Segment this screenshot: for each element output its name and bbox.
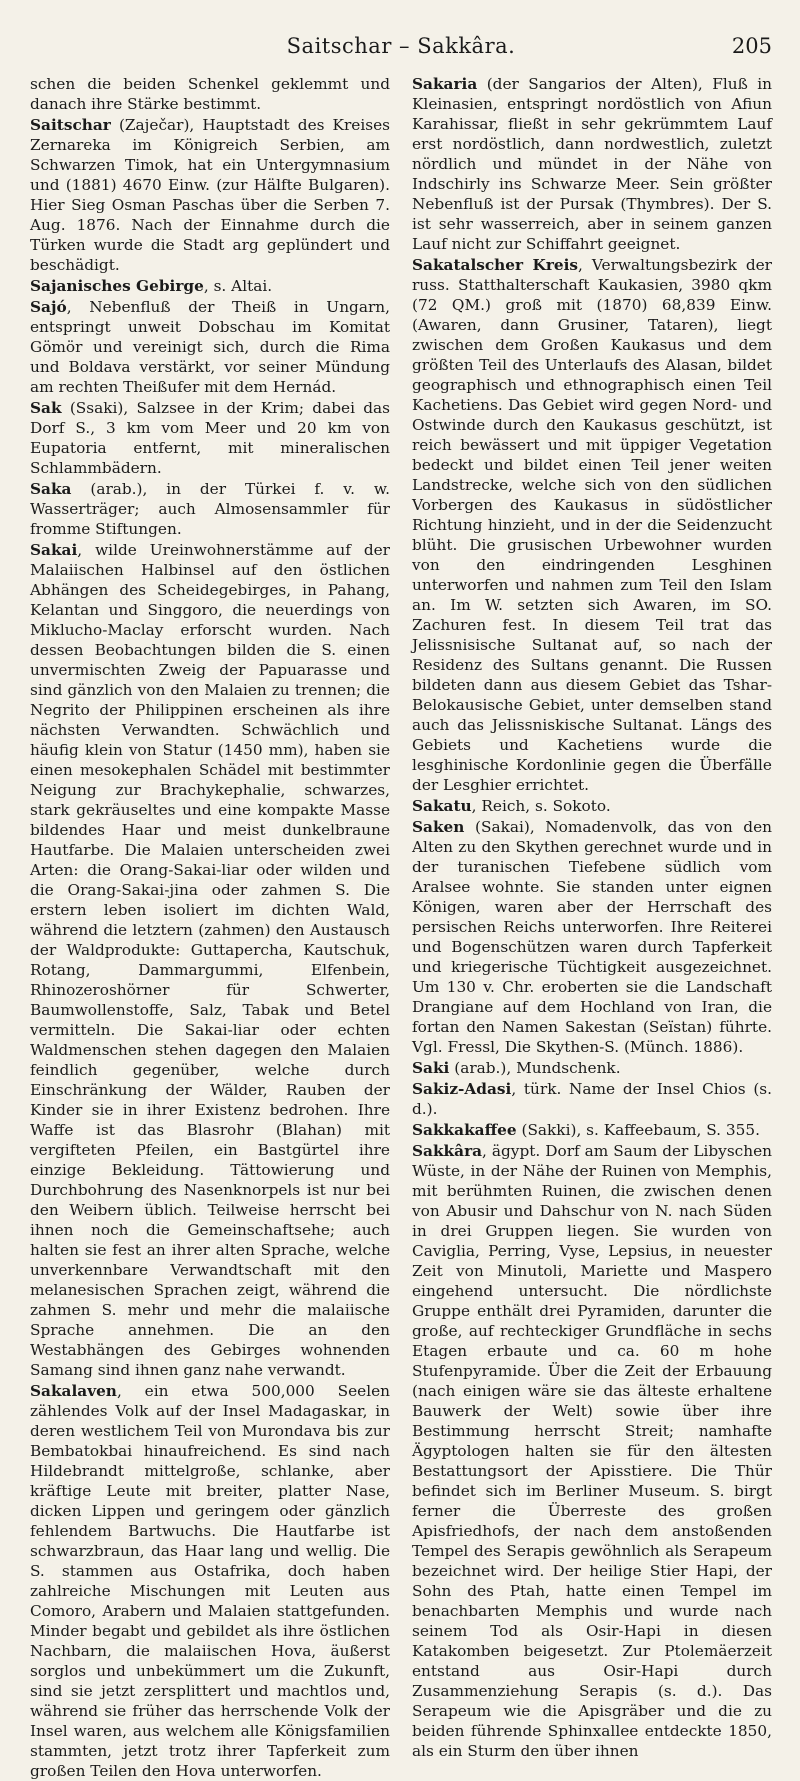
entry-text: (Ssaki), Salzsee in der Krim; dabei das Dorf S., 3 km vom Meer und 20 km von Eupatoria entfernt, mit mineralischen Schlammbädern. xyxy=(30,399,390,477)
dictionary-entry xyxy=(30,1381,390,1781)
entry-text: , Verwaltungsbezirk der russ. Statthalterschaft Kaukasien, 3980 qkm (72 QM.) groß mit (1870) 68,839 Einw. (Awaren, dann Grusiner, Tataren), liegt zwischen dem Großen Kaukasus und dem größten Teil des Unterlaufs des Alasan, bildet geographisch und ethnographisch einen Teil Kachetiens. Das Gebiet wird gegen Nord- und Ostwinde durch den Kaukasus geschützt, ist reich bewässert und mit üppiger Vegetation bedeckt und bildet einen Teil jener weiten Landstrecke, welche sich von den südlichen Vorbergen des Kaukasus in südöstlicher Richtung hinzieht, und in der die Seidenzucht blüht. Die grusischen Urbewohner wurden von den eindringenden Lesghinen unterworfen und nahmen zum Teil den Islam an. Im W. setzten sich Awaren, im SO. Zachuren fest. In diesem Teil trat das Jelissnisische Sultanat auf, so nach der Residenz des Sultans genannt. Die Russen bildeten dann aus diesem Gebiet das Tshar-Belokausische Gebiet, unter demselben stand auch das Jelissniskische Sultanat. Längs des Gebiets und Kachetiens wurde die lesghinische Kordonlinie gegen die Überfälle der Lesghier errichtet. xyxy=(412,256,772,794)
running-title: Saitschar – Sakkâra. xyxy=(286,34,516,58)
entry-text: schen die beiden Schenkel geklemmt und danach ihre Stärke bestimmt. xyxy=(30,75,390,113)
entry-headword: Sakaria xyxy=(412,75,478,93)
entry-headword: Sakiz-Adasi xyxy=(412,1080,512,1098)
entry-headword: Sakai xyxy=(30,541,78,559)
entry-text: (Sakai), Nomadenvolk, das von den Alten zu den Skythen gerechnet wurde und in der turanischen Tiefebene südlich vom Aralsee wohnte. Sie standen unter eignen Königen, waren aber der Herrschaft des persischen Reichs unterworfen. Ihre Reiterei und Bogenschützen waren durch Tapferkeit und kriegerische Tüchtigkeit ausgezeichnet. Um 130 v. Chr. eroberten sie die Landschaft Drangiane auf dem Hochland von Iran, die fortan den Namen Sakestan (Seïstan) führte. Vgl. Fressl, Die Skythen-S. (Münch. 1886). xyxy=(412,818,772,1056)
running-head xyxy=(30,34,772,64)
dictionary-entry xyxy=(30,479,390,539)
entry-text: , ein etwa 500,000 Seelen zählendes Volk auf der Insel Madagaskar, in deren westlichem Teil von Murondava bis zur Bembatokbai hinaufreichend. Es sind nach Hildebrandt mittelgroße, schlanke, aber kräftige Leute mit breiter, platter Nase, dicken Lippen und geringem oder gänzlich fehlendem Bartwuchs. Die Hautfarbe ist schwarzbraun, das Haar lang und wellig. Die S. stammen aus Ostafrika, doch haben zahlreiche Mischungen mit Leuten aus Comoro, Arabern und Malaien stattgefunden. Minder begabt und gebildet als ihre östlichen Nachbarn, die malaiischen Hova, äußerst sorglos und unbekümmert um die Zukunft, sind sie jetzt zersplittert und machtlos und, während sie früher das herrschende Volk der Insel waren, aus welchem alle Königsfamilien stammten, jetzt trotz ihrer Tapferkeit zum großen Teilen den Hova unterworfen. xyxy=(30,1382,390,1780)
dictionary-entry xyxy=(30,297,390,397)
dictionary-entry xyxy=(412,74,772,254)
entry-headword: Sak xyxy=(30,399,62,417)
entry-headword: Sakalaven xyxy=(30,1382,117,1400)
dictionary-entry xyxy=(412,1141,772,1761)
right-column xyxy=(412,74,772,1760)
text-columns xyxy=(30,74,772,1780)
left-column xyxy=(30,74,390,1780)
entry-text: (Zaječar), Hauptstadt des Kreises Zernareka im Königreich Serbien, am Schwarzen Timok, hat ein Untergymnasium und (1881) 4670 Einw. (zur Hälfte Bulgaren). Hier Sieg Osman Paschas über die Serben 7. Aug. 1876. Nach der Einnahme durch die Türken wurde die Stadt arg geplündert und beschädigt. xyxy=(30,116,390,274)
entry-text: , türk. Name der Insel Chios (s. d.). xyxy=(412,1080,772,1118)
dictionary-entry xyxy=(412,817,772,1057)
entry-headword: Sajó xyxy=(30,298,67,316)
entry-headword: Saka xyxy=(30,480,72,498)
entry-headword: Saitschar xyxy=(30,116,111,134)
dictionary-entry xyxy=(412,1079,772,1119)
dictionary-entry xyxy=(30,74,390,114)
entry-text: , Nebenfluß der Theiß in Ungarn, entspringt unweit Dobschau im Komitat Gömör und vereinigt sich, durch die Rima und Boldava verstärkt, vor seiner Mündung am rechten Theißufer mit dem Hernád. xyxy=(30,298,390,396)
entry-text: (der Sangarios der Alten), Fluß in Kleinasien, entspringt nordöstlich von Afiun Karahissar, fließt in sehr gekrümmtem Lauf erst nordöstlich, dann nordwestlich, zuletzt nördlich und mündet in der Nähe von Indschirly ins Schwarze Meer. Sein größter Nebenfluß ist der Pursak (Thymbres). Der S. ist sehr wasserreich, aber in seinem ganzen Lauf nicht zur Schiffahrt geeignet. xyxy=(412,75,772,253)
entry-headword: Saken xyxy=(412,818,465,836)
entry-text: (arab.), in der Türkei f. v. w. Wasserträger; auch Almosensammler für fromme Stiftungen. xyxy=(30,480,390,538)
entry-text: , s. Altai. xyxy=(203,277,273,295)
dictionary-entry xyxy=(412,1120,772,1140)
page-number: 205 xyxy=(731,34,772,58)
entry-headword: Saki xyxy=(412,1059,450,1077)
entry-headword: Sakatalscher Kreis xyxy=(412,256,579,274)
dictionary-entry xyxy=(30,276,390,296)
dictionary-entry xyxy=(30,540,390,1380)
entry-text: (arab.), Mundschenk. xyxy=(449,1059,621,1077)
entry-text: , wilde Ureinwohnerstämme auf der Malaiischen Halbinsel auf den östlichen Abhängen des Scheidegebirges, in Pahang, Kelantan und Singgoro, die neuerdings von Miklucho-Maclay erforscht wurden. Nach dessen Beobachtungen bilden die S. einen unvermischten Zweig der Papuarasse und sind gänzlich von den Malaien zu trennen; die Negrito der Philippinen erscheinen als ihre nächsten Verwandten. Schwächlich und häufig klein von Statur (1450 mm), haben sie einen mesokephalen Schädel mit bestimmter Neigung zur Brachykephalie, schwarzes, stark gekräuseltes und eine kompakte Masse bildendes Haar und meist dunkelbraune Hautfarbe. Die Malaien unterscheiden zwei Arten: die Orang-Sakai-liar oder wilden und die Orang-Sakai-jina oder zahmen S. Die erstern leben isoliert im dichten Wald, während die letztern (zahmen) den Austausch der Waldprodukte: Guttapercha, Kautschuk, Rotang, Dammargummi, Elfenbein, Rhinozeroshörner für Schwerter, Baumwollenstoffe, Salz, Tabak und Betel vermitteln. Die Sakai-liar oder echten Waldmenschen stehen dagegen den Malaien feindlich gegenüber, welche durch Einschränkung der Wälder, Rauben der Kinder sie in ihrer Existenz bedrohen. Ihre Waffe ist das Blasrohr (Blahan) mit vergifteten Pfeilen, ein Bastgürtel ihre einzige Bekleidung. Tättowierung und Durchbohrung des Nasenknorpels ist nur bei den Weibern üblich. Teilweise herrscht bei ihnen noch die Gemeinschaftsehe; auch halten sie fest an ihrer alten Sprache, welche unverkennbare Verwandtschaft mit den melanesischen Sprachen zeigt, während die zahmen S. mehr und mehr die malaiische Sprache annehmen. Die an den Westabhängen des Gebirges wohnenden Samang sind ihnen ganz nahe verwandt. xyxy=(30,541,390,1379)
entry-headword: Sajanisches Gebirge xyxy=(30,277,204,295)
entry-text: , ägypt. Dorf am Saum der Libyschen Wüste, in der Nähe der Ruinen von Memphis, mit berühmten Ruinen, die zwischen denen von Abusir und Dahschur von N. nach Süden in drei Gruppen liegen. Sie wurden von Caviglia, Perring, Vyse, Lepsius, in neuester Zeit von Minutoli, Mariette und Maspero eingehend untersucht. Die nördlichste Gruppe enthält drei Pyramiden, darunter die große, auf rechteckiger Grundfläche in sechs Etagen erbaute und ca. 60 m hohe Stufenpyramide. Über die Zeit der Erbauung (nach einigen wäre sie das älteste erhaltene Bauwerk der Welt) sowie über ihre Bestimmung herrscht Streit; namhafte Ägyptologen halten sie für den ältesten Bestattungsort der Apisstiere. Die Thür befindet sich im Berliner Museum. S. birgt ferner die Überreste des großen Apisfriedhofs, der nach dem anstoßenden Tempel des Serapis gewöhnlich als Serapeum bezeichnet wird. Der heilige Stier Hapi, der Sohn des Ptah, hatte einen Tempel im benachbarten Memphis und wurde nach seinem Tod als Osir-Hapi in diesen Katakomben beigesetzt. Zur Ptolemäerzeit entstand aus Osir-Hapi durch Zusammenziehung Serapis (s. d.). Das Serapeum wie die Apisgräber und die zu beiden führende Sphinxallee entdeckte 1850, als ein Sturm den über ihnen xyxy=(412,1142,772,1760)
entry-text: , Reich, s. Sokoto. xyxy=(471,797,611,815)
dictionary-entry xyxy=(412,1058,772,1078)
entry-headword: Sakkakaffee xyxy=(412,1121,517,1139)
dictionary-entry xyxy=(30,115,390,275)
dictionary-entry xyxy=(30,398,390,478)
dictionary-entry xyxy=(412,796,772,816)
entry-headword: Sakatu xyxy=(412,797,472,815)
entry-text: (Sakki), s. Kaffeebaum, S. 355. xyxy=(516,1121,760,1139)
dictionary-entry xyxy=(412,255,772,795)
entry-headword: Sakkâra xyxy=(412,1142,483,1160)
